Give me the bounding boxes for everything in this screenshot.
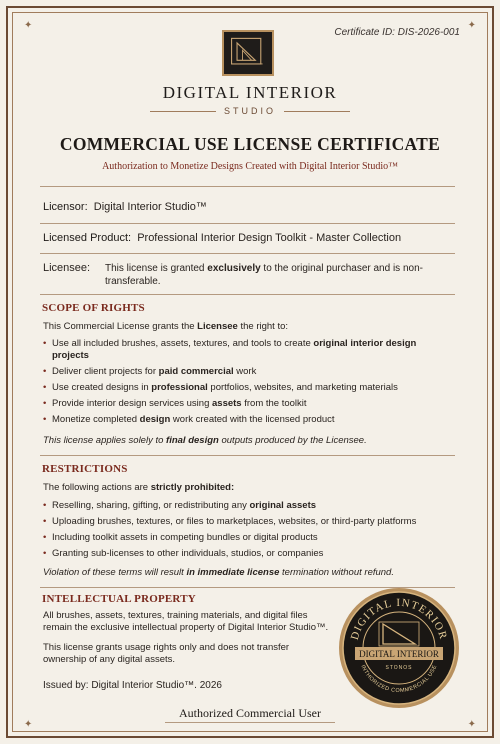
corner-ornament-icon: ✦	[467, 20, 476, 31]
list-item: • Monetize completed design work created with the licensed product	[43, 414, 455, 426]
divider	[40, 455, 455, 456]
product-label: Licensed Product:	[43, 232, 132, 244]
list-item: • Use created designs in professional portfolios, websites, and marketing materials	[43, 382, 455, 394]
ip-paragraph: All brushes, assets, textures, training materials, and digital files remain the exclusive intellectual property of Digital Interior Studio™.	[43, 610, 329, 633]
list-item: • Uploading brushes, textures, or files to marketplaces, websites, or third-party platforms	[43, 516, 455, 528]
licensor-row	[43, 201, 455, 213]
brand-studio-label: STUDIO	[224, 106, 277, 116]
signature-line	[165, 722, 335, 723]
page-subtitle: Authorization to Monetize Designs Created with Digital Interior Studio™	[102, 161, 398, 172]
scope-note: This license applies solely to final design outputs produced by the Licensee.	[43, 435, 367, 446]
scope-intro: This Commercial License grants the Licensee the right to:	[43, 321, 289, 332]
restrictions-heading: RESTRICTIONS	[42, 463, 128, 475]
seal-bottom-text: INTHORIZED COMMERCIAL USE	[359, 664, 439, 695]
restrictions-note: Violation of these terms will result in immediate license termination without refund.	[43, 567, 394, 578]
corner-ornament-icon: ✦	[24, 20, 33, 31]
issued-by: Issued by: Digital Interior Studio™. 2026	[43, 680, 222, 691]
product-row	[43, 232, 455, 244]
page-title: COMMERCIAL USE LICENSE CERTIFICATE	[59, 134, 441, 154]
list-item: • Provide interior design services using assets from the toolkit	[43, 398, 455, 410]
licensor-value: Digital Interior Studio™	[93, 201, 207, 213]
brand-name: DIGITAL INTERIOR	[162, 83, 338, 102]
restrictions-list	[43, 500, 455, 564]
signature-label: Authorized Commercial User	[179, 706, 321, 720]
ip-paragraph: This license grants usage rights only and does not transfer ownership of any digital assets.	[43, 642, 290, 665]
list-item: • Use all included brushes, assets, textures, and tools to create original interior design projects	[43, 338, 455, 362]
list-item: • Deliver client projects for paid commercial work	[43, 366, 455, 378]
corner-ornament-icon: ✦	[24, 719, 33, 730]
licensee-row	[43, 262, 455, 288]
seal-badge	[337, 586, 461, 710]
product-value: Professional Interior Design Toolkit - Master Collection	[137, 232, 402, 244]
certificate-id: Certificate ID: DIS-2026-001	[334, 27, 460, 38]
list-item: • Including toolkit assets in competing bundles or digital products	[43, 532, 455, 544]
divider	[40, 294, 455, 295]
ip-heading: INTELLECTUAL PROPERTY	[42, 593, 196, 605]
seal-top-text: DIGITAL INTERIOR	[348, 596, 450, 642]
brand-logo-icon	[222, 30, 274, 76]
corner-ornament-icon: ✦	[467, 719, 476, 730]
licensee-value: This license is granted exclusively to the original purchaser and is non-transferable.	[105, 263, 423, 287]
divider	[40, 223, 455, 224]
brand-subtitle	[150, 104, 350, 118]
scope-heading: SCOPE OF RIGHTS	[42, 302, 145, 314]
scope-list	[43, 338, 455, 430]
seal-band-text: DIGITAL INTERIOR	[359, 649, 439, 659]
divider	[40, 186, 455, 187]
list-item: • Granting sub-licenses to other individuals, studios, or companies	[43, 548, 455, 560]
licensee-label: Licensee:	[43, 262, 91, 274]
list-item: • Reselling, sharing, gifting, or redistributing any original assets	[43, 500, 455, 512]
restrictions-intro: The following actions are strictly prohibited:	[43, 482, 235, 493]
licensor-label: Licensor:	[43, 201, 88, 213]
divider	[40, 253, 455, 254]
seal-small-text: STONOS	[385, 665, 413, 671]
